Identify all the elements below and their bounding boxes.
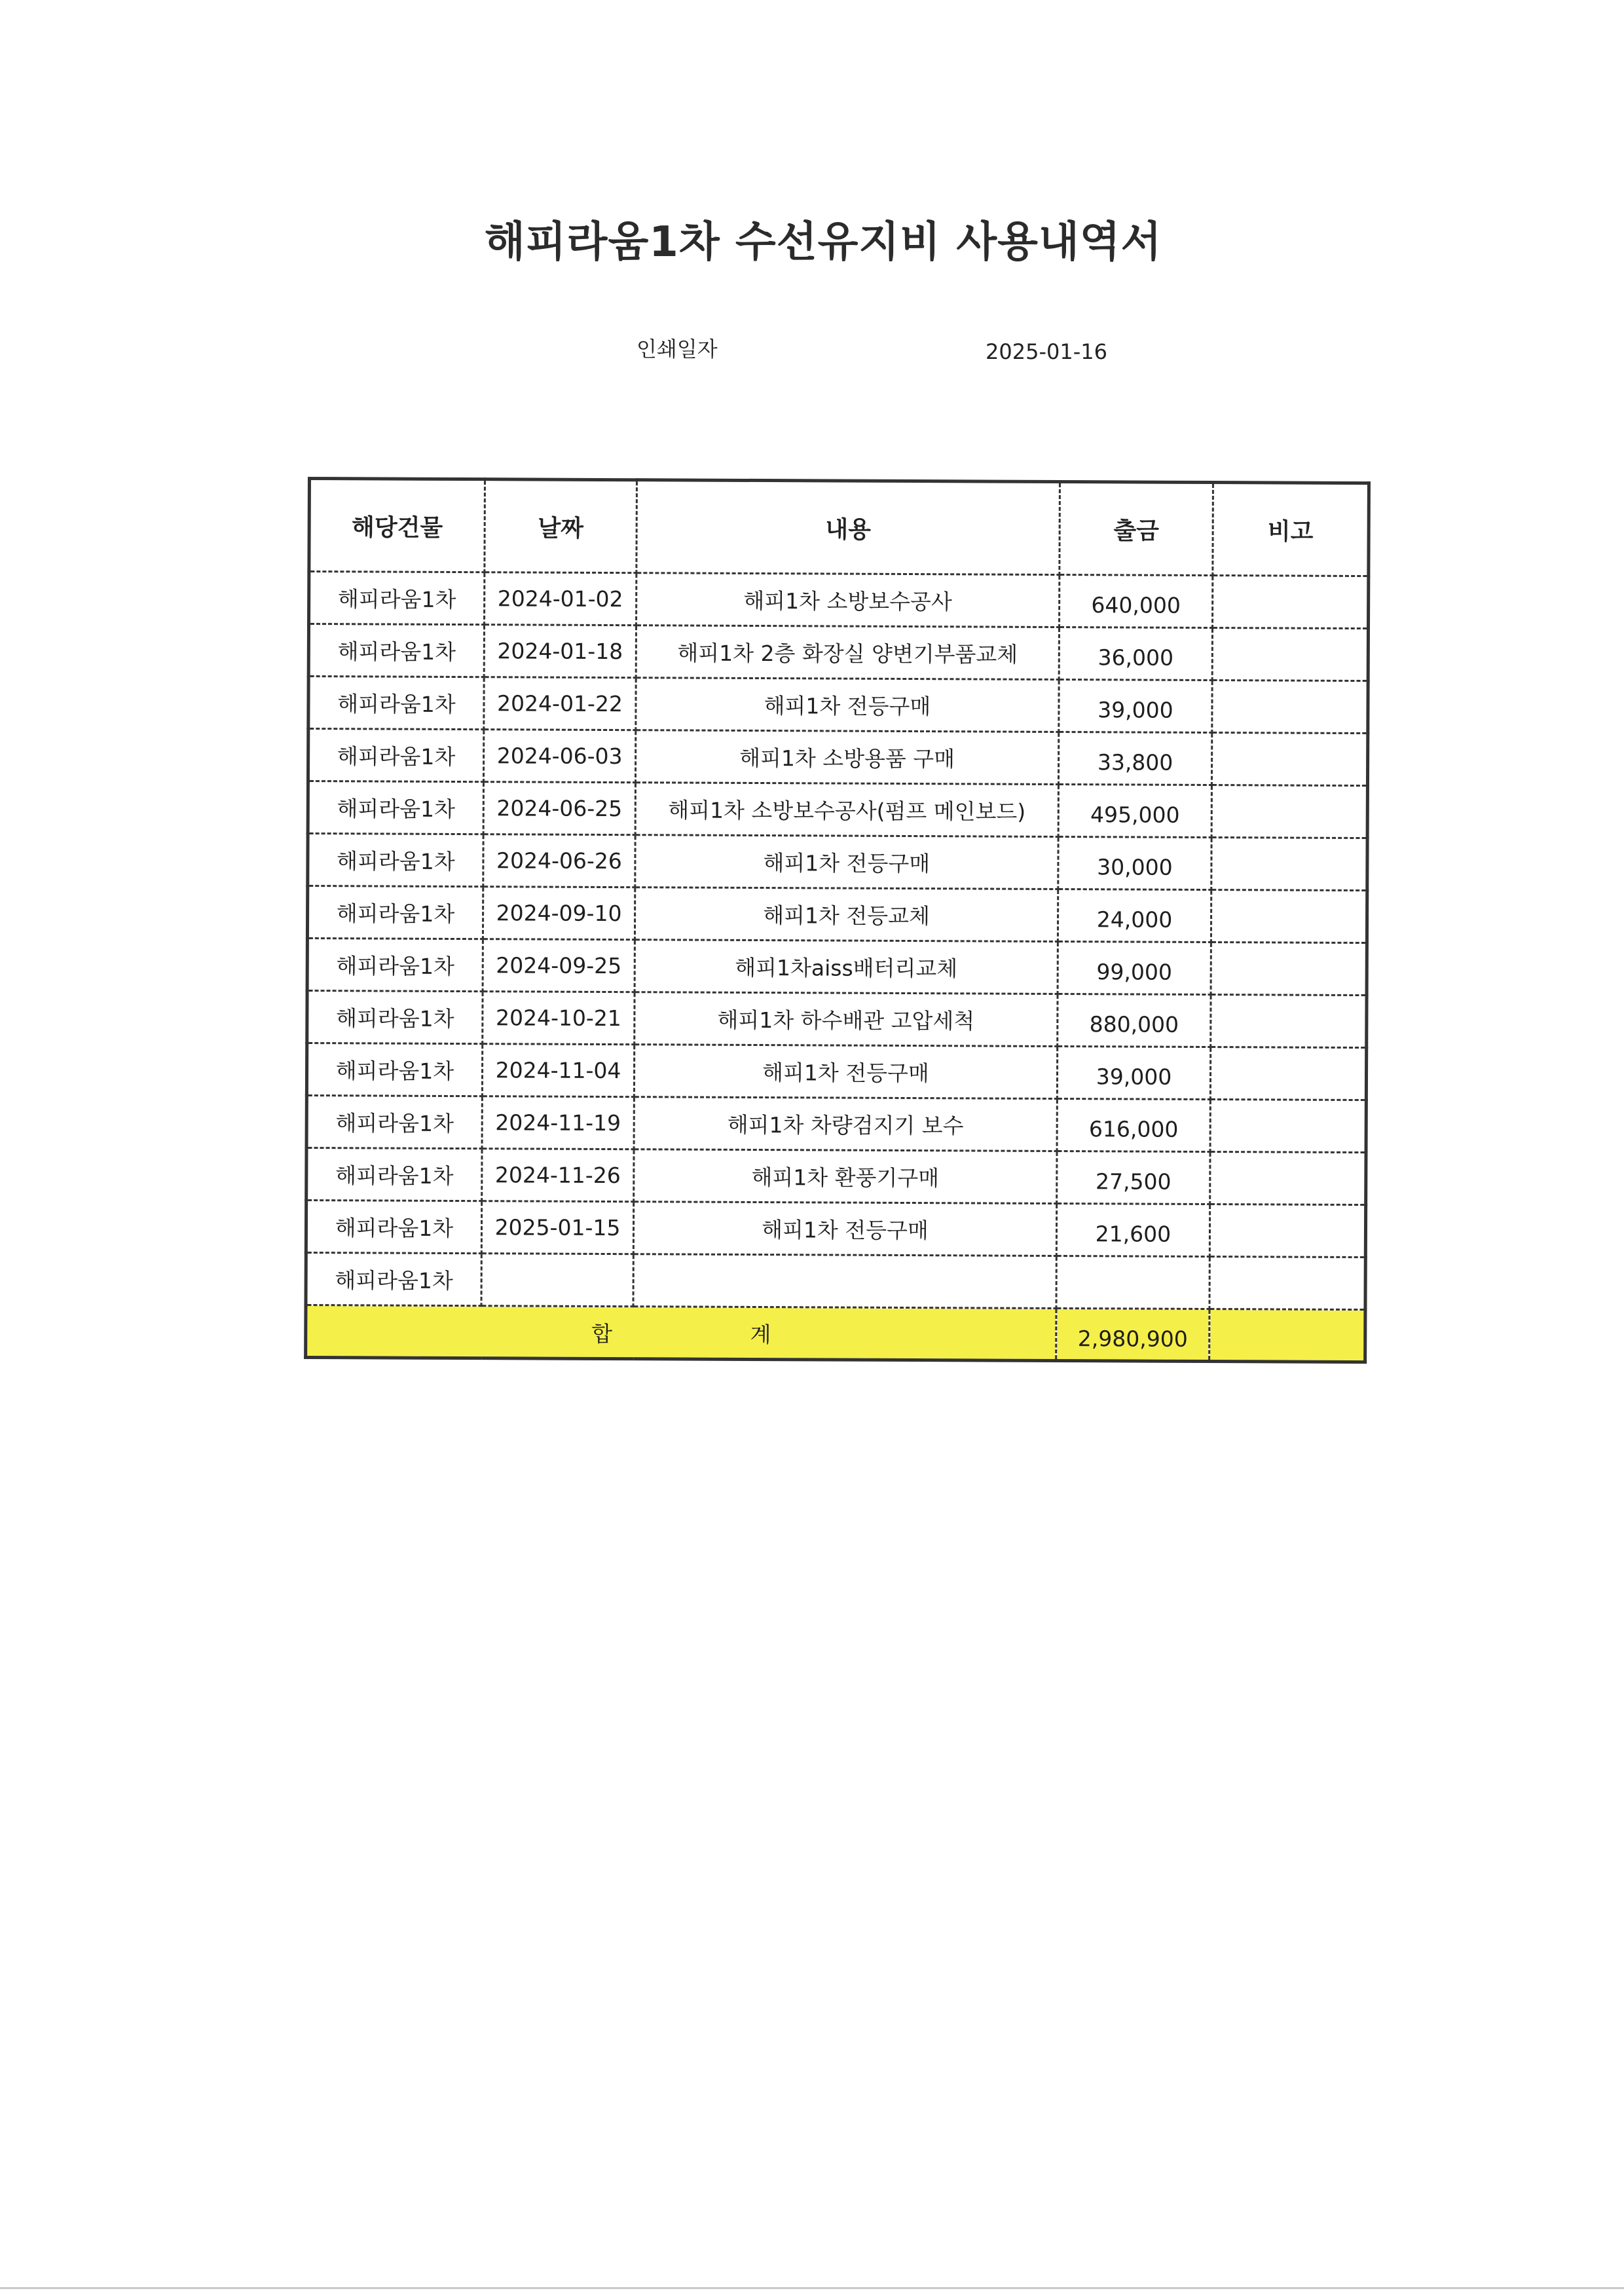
cell-building: 해피라움1차 <box>308 677 484 730</box>
cell-description: 해피1차 차량검지기 보수 <box>634 1097 1057 1151</box>
cell-note <box>1212 681 1368 734</box>
table-row <box>308 729 1367 786</box>
cell-date: 2024-01-22 <box>484 677 636 730</box>
cell-building: 해피라움1차 <box>308 834 483 887</box>
cell-note <box>1211 942 1367 996</box>
cell-description: 해피1차 전등구매 <box>633 1202 1056 1256</box>
cell-building: 해피라움1차 <box>308 729 483 782</box>
cell-description: 해피1차 소방용품 구매 <box>635 730 1058 785</box>
cell-building: 해피라움1차 <box>307 939 483 992</box>
cell-expense: 36,000 <box>1059 627 1212 681</box>
cell-expense: 39,000 <box>1059 680 1212 733</box>
expense-table-container <box>304 477 1367 1364</box>
table-row <box>306 1096 1366 1153</box>
cell-description: 해피1차 소방보수공사 <box>637 573 1060 627</box>
cell-building: 해피라움1차 <box>307 886 483 939</box>
table-row <box>308 677 1368 734</box>
cell-expense: 30,000 <box>1058 837 1211 890</box>
cell-expense: 99,000 <box>1058 942 1211 995</box>
table-row <box>307 991 1367 1048</box>
print-date-value: 2025-01-16 <box>986 339 1107 364</box>
table-row <box>306 1148 1366 1205</box>
cell-note <box>1213 576 1369 629</box>
expense-table <box>304 477 1371 1364</box>
cell-date: 2024-10-21 <box>483 992 635 1045</box>
cell-date: 2024-09-10 <box>483 887 635 940</box>
table-body <box>306 572 1369 1362</box>
header-building: 해당건물 <box>309 479 485 572</box>
cell-building: 해피라움1차 <box>306 1201 481 1254</box>
cell-building: 해피라움1차 <box>306 1148 482 1201</box>
cell-note <box>1211 785 1367 838</box>
cell-note <box>1209 1204 1365 1258</box>
cell-expense: 33,800 <box>1058 732 1211 785</box>
header-date: 날짜 <box>485 479 637 573</box>
cell-expense: 495,000 <box>1058 785 1211 838</box>
cell-expense <box>1056 1256 1209 1309</box>
cell-building: 해피라움1차 <box>306 1252 481 1305</box>
cell-date: 2024-01-02 <box>485 572 637 625</box>
header-expense: 출금 <box>1060 482 1213 576</box>
table-header-row <box>309 479 1369 576</box>
table-row <box>307 886 1367 943</box>
print-date-label: 인쇄일자 <box>637 337 718 362</box>
cell-note <box>1210 1100 1366 1153</box>
cell-date: 2024-11-04 <box>482 1044 634 1097</box>
header-description: 내용 <box>637 480 1060 575</box>
cell-expense: 24,000 <box>1058 889 1211 942</box>
cell-date: 2024-11-19 <box>482 1096 634 1149</box>
cell-description: 해피1차 전등구매 <box>635 835 1058 889</box>
cell-expense: 27,500 <box>1057 1151 1210 1204</box>
table-row <box>308 834 1367 891</box>
cell-description: 해피1차 전등구매 <box>636 678 1059 732</box>
cell-expense: 880,000 <box>1058 994 1211 1047</box>
cell-description: 해피1차 하수배관 고압세척 <box>635 992 1058 1047</box>
cell-building: 해피라움1차 <box>309 572 485 625</box>
total-amount: 2,980,900 <box>1056 1308 1209 1361</box>
cell-description: 해피1차 환풍기구매 <box>634 1149 1057 1204</box>
cell-date: 2024-06-03 <box>483 730 635 783</box>
table-row <box>308 624 1368 681</box>
table-row <box>306 1252 1365 1309</box>
total-label: 합 계 <box>306 1305 1056 1360</box>
cell-description: 해피1차 소방보수공사(펌프 메인보드) <box>635 783 1058 837</box>
cell-description: 해피1차 전등교체 <box>635 887 1058 942</box>
document-title: 해피라움1차 수선유지비 사용내역서 <box>485 218 1162 267</box>
cell-date: 2025-01-15 <box>481 1201 633 1254</box>
cell-expense: 640,000 <box>1060 575 1213 628</box>
page-bottom-edge <box>0 2287 1624 2289</box>
cell-building: 해피라움1차 <box>308 781 483 834</box>
table-row <box>308 781 1367 838</box>
cell-date: 2024-01-18 <box>484 625 636 678</box>
cell-note <box>1211 890 1367 943</box>
cell-date <box>481 1254 633 1307</box>
table-row <box>307 939 1367 996</box>
cell-building: 해피라움1차 <box>306 1043 482 1096</box>
cell-building: 해피라움1차 <box>307 991 483 1044</box>
cell-date: 2024-06-26 <box>483 834 635 887</box>
cell-date: 2024-09-25 <box>483 939 635 992</box>
cell-date: 2024-06-25 <box>483 782 635 835</box>
cell-note <box>1210 1047 1366 1100</box>
total-note <box>1209 1309 1365 1362</box>
cell-note <box>1211 838 1367 891</box>
table-row <box>306 1201 1365 1258</box>
cell-note <box>1209 1257 1365 1310</box>
cell-date: 2024-11-26 <box>482 1149 634 1202</box>
cell-building: 해피라움1차 <box>308 624 484 677</box>
cell-note <box>1211 995 1367 1048</box>
cell-description: 해피1차 2층 화장실 양변기부품교체 <box>636 625 1059 680</box>
cell-expense: 616,000 <box>1057 1099 1210 1152</box>
table-row <box>309 572 1369 629</box>
total-row <box>306 1305 1365 1362</box>
cell-expense: 39,000 <box>1057 1047 1210 1100</box>
cell-note <box>1210 1152 1366 1205</box>
cell-building: 해피라움1차 <box>306 1096 482 1149</box>
cell-description: 해피1차 전등구매 <box>634 1045 1057 1099</box>
cell-description <box>633 1254 1056 1309</box>
cell-note <box>1212 628 1368 681</box>
table-row <box>306 1043 1366 1100</box>
cell-note <box>1211 733 1367 786</box>
header-note: 비고 <box>1213 483 1369 576</box>
cell-expense: 21,600 <box>1056 1204 1209 1257</box>
cell-description: 해피1차aiss배터리교체 <box>635 940 1058 994</box>
